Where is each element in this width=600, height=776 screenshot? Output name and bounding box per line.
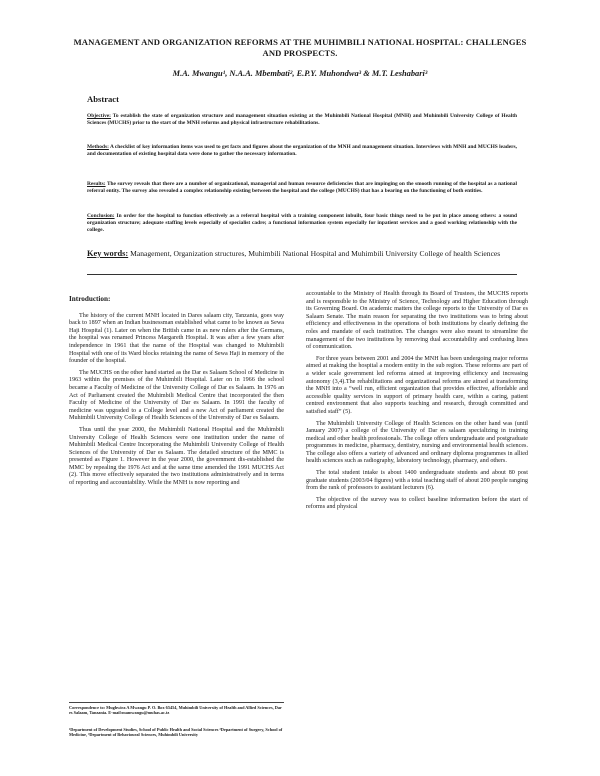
abstract-conclusion (87, 213, 517, 234)
abstract-results (87, 181, 517, 195)
right-paragraph: The total student intake is about 1400 undergraduate students and about 80 post graduate students (2003/04 figures) with a total teaching staff of about 200 people ranging from the rank of professors to assistant lecturers (6). (306, 470, 528, 492)
keywords-label: Key words: (87, 249, 129, 258)
conclusion-text: In order for the hospital to function effectively as a referral hospital with a training component inbuilt, four basic things need to be put in place among others: a sound organization structure; adequate staffing levels especially of specialist cadre; a functional information system especially for inpatient services and a good working relationship with the college. (87, 213, 517, 233)
right-column (306, 291, 528, 516)
results-text: The survey reveals that there are a number of organizational, managerial and human resource deficiencies that are impinging on the smooth running of the hospital as a national referral entity. The survey also revealed a complex relationship existing between the hospital and the college (MUCHS) that has a bearing on the functioning of both entities. (87, 181, 517, 194)
abstract-heading: Abstract (87, 94, 119, 104)
objective-text: To establish the state of organization structure and management situation existing at the Muhimbili National Hospital (MNH) and Muhimbili University College of Health Sciences (MUCHS) prior to the start of the MNH reforms and physical infrastructure rehabilitations. (87, 113, 517, 126)
abstract-objective (87, 113, 517, 127)
keywords-text: Management, Organization structures, Muhimbili National Hospital and Muhimbili University College of health Sciences (128, 249, 501, 258)
left-column (69, 296, 284, 492)
left-paragraph: The history of the current MNH located in Dares salaam city, Tanzania, goes way back to 1897 when an Indian businessman established what came to be known as Sewa Haji Hospital (1). Later on when the British came in as new rulers after the Germans, the hospital was renamed Princess Margareth Hospital. It was after a few years after independence in 1961 that the name of the Hospital was changed to Muhimbili Hospital with one of its Ward blocks retaining the name of Sewa Haji in memory of the founder of the hospital. (69, 312, 284, 365)
paper-title: MANAGEMENT AND ORGANIZATION REFORMS AT THE MUHIMBILI NATIONAL HOSPITAL: CHALLENGES AND PROSPECTS. (73, 37, 527, 58)
keywords (87, 249, 517, 259)
affiliation-footnote: ¹Department of Development Studies, School of Public Health and Social Sciences ²Department of Surgery, School of Medicine, ³Department of Behavioural Sciences, Muhimbili University (69, 727, 283, 738)
methods-text: A checklist of key information items was used to get facts and figures about the organization of the MNH and management situation. Interviews with MNH and MUCHS leaders, and documentation of existing hospital data were done to gather the necessary information. (87, 144, 517, 157)
results-label: Results: (87, 181, 106, 187)
methods-label: Methods: (87, 144, 109, 150)
conclusion-label: Conclusion: (87, 213, 115, 219)
section-divider (87, 274, 517, 275)
left-paragraph: The MUCHS on the other hand started as the Dar es Salaam School of Medicine in 1963 within the premises of the Muhimbili Hospital. Later on in 1966 the school became a Faculty of Medicine of the University College of Dar es Salaam. In 1976 an Act of Parliament created the Muhimbili Medical Centre that incorporated the then Faculty of Medicine of the University of Dar es Salaam. In 1991 the faculty of medicine was upgraded to a College level and a new Act of parliament created the Muhimbili University College of Health Sciences of the University of Dar es Salaam. (69, 369, 284, 422)
right-paragraph: The objective of the survey was to collect baseline information before the start of reforms and physical (306, 496, 528, 511)
objective-label: Objective: (87, 113, 111, 119)
abstract-methods (87, 144, 517, 158)
introduction-heading: Introduction: (69, 295, 111, 303)
author-list: M.A. Mwangu¹, N.A.A. Mbembati², E.P.Y. Muhondwa³ & M.T. Leshabari³ (172, 69, 428, 78)
footnote-divider (69, 702, 284, 703)
left-paragraph: Thus until the year 2000, the Muhimbili National Hospital and the Muhimbili University College of Health Sciences were one institution under the name of Muhimbili Medical Centre Incorporating the Muhimbili University College of Health Sciences of the University of Dar es Salaam. The detailed structure of the MMC is presented as Figure 1. However in the year 2000, the government dis-established the MMC by repealing the 1976 Act and at the same time amended the 1991 MUCHS Act (2). This move effectively separated the two institutions administratively and in terms of reporting and accountability. While the MNH is now reporting and (69, 426, 284, 487)
right-paragraph: For three years between 2001 and 2004 the MNH has been undergoing major reforms aimed at making the hospital a modern entity in the sub region. These reforms are part of a wider scale government led reforms aimed at improving efficiency and increasing autonomy (3,4).The rehabilitations and organizational reforms are aimed at transforming the MNH into a “well run, efficient organization that provides effective, affordable and accessible quality services in support of primary health care, within a caring, patient centred environment that also supports teaching and research, through committed and satisfied staff” (5). (306, 355, 528, 415)
right-paragraph: accountable to the Ministry of Health through its Board of Trustees, the MUCHS reports and is responsible to the Ministry of Science, Technology and Higher Education through its Governing Board. On academic matters the college reports to the University of Dar es Salaam Senate. The main reason for separating the two institutions was to bring about efficiency and effectiveness in the operations of both institutions by clearly defining the roles and mandate of each institution. The changes were also meant to streamline the management of the two institutions by removing dual accountability and confusing lines of communication. (306, 291, 528, 351)
correspondence-footnote: Correspondence to: Mughwira A Mwangu P. O. Box 65454, Muhimbili University of Health and Allied Sciences, Dar es Salaam, Tanzania. E-mail:mamwangu@muhas.ac.tz (69, 705, 282, 716)
right-paragraph: The Muhimbili University College of Health Sciences on the other hand was (until January 2007) a college of the University of Dar es salaam specializing in training medical and other health professionals. The college offers undergraduate and postgraduate programmes in medicine, pharmacy, dentistry, nursing and environmental health sciences. The college also offers a variety of advanced and ordinary diploma programmes in allied health sciences such as radiography, laboratory technology, pharmacy, and others. (306, 420, 528, 465)
